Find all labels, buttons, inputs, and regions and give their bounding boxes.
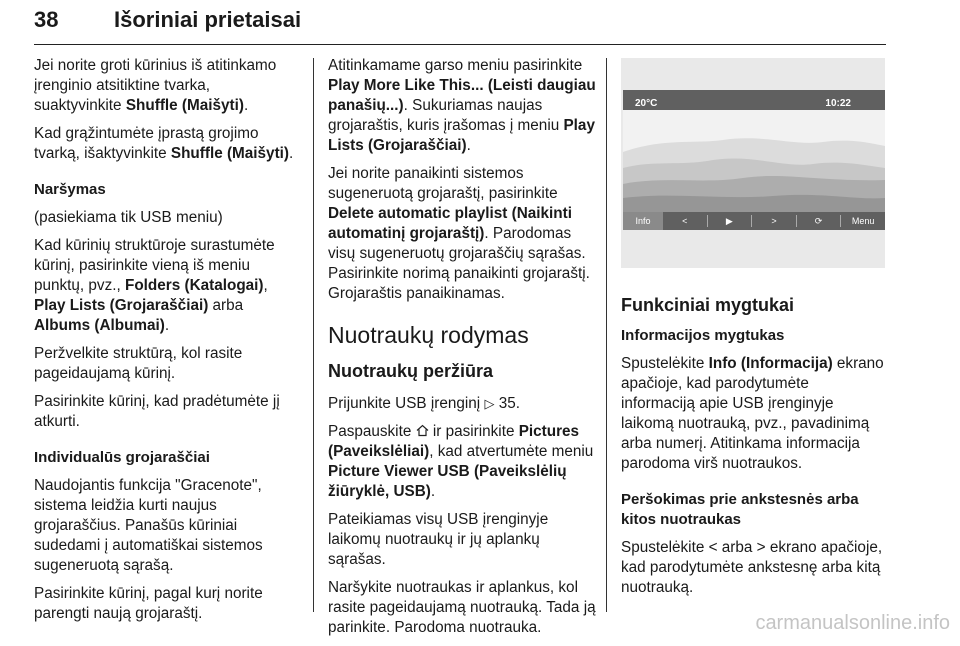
column-1 bbox=[34, 56, 300, 632]
text: Jei norite groti kūrinius iš atitinkamo įrenginio atsitiktine tvarka, suaktyvinkite bbox=[34, 57, 277, 114]
next-symbol: > bbox=[756, 539, 766, 556]
next-button[interactable]: > bbox=[771, 216, 777, 226]
play-button[interactable]: ▶ bbox=[725, 216, 733, 226]
clock-readout: 10:22 bbox=[825, 98, 851, 109]
info-button[interactable]: Info bbox=[623, 212, 663, 230]
section-heading-playlists: Individualūs grojaraščiai bbox=[34, 449, 210, 466]
status-bar bbox=[623, 90, 885, 110]
browse-paragraph bbox=[34, 236, 300, 336]
text: Atitinkamame garso meniu pasirinkite bbox=[328, 57, 583, 74]
text: . bbox=[243, 97, 249, 114]
text: Paspauskite bbox=[328, 423, 416, 440]
page-header bbox=[34, 4, 886, 45]
browse-structure-paragraph: Peržvelkite struktūrą, kol rasite pageidaujamą kūrinį. bbox=[34, 345, 243, 382]
photo-viewer-screen bbox=[623, 90, 885, 230]
text: . Parodomas visų sugeneruotų grojaraščių sąrašas. Pasirinkite norimą panaikinti grojaraštį. Grojaraštis panaikinamas. bbox=[328, 225, 590, 302]
menu-term: Picture Viewer USB (Paveikslėlių žiūryklė, USB) bbox=[328, 463, 567, 500]
column-2 bbox=[328, 56, 596, 646]
text: arba bbox=[208, 297, 244, 314]
column-3 bbox=[621, 58, 887, 606]
info-paragraph bbox=[621, 354, 887, 474]
text: . bbox=[164, 317, 170, 334]
photo-viewport bbox=[623, 110, 885, 212]
previous-button[interactable]: < bbox=[682, 216, 688, 226]
usb-only-note: (pasiekiama tik USB meniu) bbox=[34, 209, 223, 226]
menu-term: Shuffle (Maišyti) bbox=[125, 97, 244, 114]
home-icon bbox=[416, 424, 429, 437]
screen-illustration bbox=[621, 58, 885, 268]
shuffle-on-paragraph bbox=[34, 56, 300, 116]
gracenote-paragraph: Naudojantis funkcija "Gracenote", sistema leidžia kurti naujus grojaraščius. Panašūs kūriniai sudedami į automatiškai sistemos sugeneruotą sąrašą. bbox=[34, 477, 263, 574]
open-pictures-paragraph bbox=[328, 422, 596, 502]
text: ekrano apačioje, kad parodytumėte ankstesnę arba kitą nuotrauką. bbox=[621, 539, 883, 596]
page-number: 38 bbox=[34, 7, 59, 32]
column-divider bbox=[313, 58, 314, 612]
text: Prijunkite USB įrenginį bbox=[328, 395, 485, 412]
text: ekrano apačioje, kad parodytumėte informaciją apie USB įrenginyje laikomą nuotrauką, pvz., pavadinimą arba numerį. Atitinkama informacija parodoma virš nuotraukos. bbox=[621, 355, 884, 472]
new-playlist-paragraph: Pasirinkite kūrinį, pagal kurį norite parengti naują grojaraštį. bbox=[34, 585, 263, 622]
text: . Sukuriamas naujas grojaraštis, kuris įrašomas į meniu bbox=[328, 97, 564, 134]
section-heading-browsing: Naršymas bbox=[34, 181, 106, 198]
page-reference[interactable]: 35 bbox=[498, 395, 516, 412]
list-shown-paragraph: Pateikiamas visų USB įrenginyje laikomų nuotraukų ir jų aplankų sąrašas. bbox=[328, 511, 549, 568]
menu-term: Play Lists (Grojaraščiai) bbox=[34, 297, 209, 314]
text: . bbox=[515, 395, 520, 412]
text: , kad atvertumėte meniu bbox=[429, 443, 594, 460]
section-title-photos: Nuotraukų rodymas bbox=[328, 322, 529, 348]
watermark: carmanualsonline.info bbox=[755, 612, 950, 634]
menu-term: Shuffle (Maišyti) bbox=[170, 145, 290, 162]
menu-button[interactable]: Menu bbox=[851, 216, 875, 226]
screen-button-bar bbox=[623, 212, 885, 230]
text: . bbox=[430, 483, 436, 500]
subsection-title-function-buttons: Funkciniai mygtukai bbox=[621, 295, 795, 315]
text: . bbox=[466, 137, 471, 154]
rotate-button[interactable]: ⟳ bbox=[814, 216, 823, 226]
menu-term: Delete automatic playlist (Naikinti automatinį grojaraštį) bbox=[328, 205, 572, 242]
skip-paragraph bbox=[621, 538, 887, 598]
text: , bbox=[263, 277, 268, 294]
info-button-heading: Informacijos mygtukas bbox=[621, 327, 785, 344]
skip-heading: Peršokimas prie ankstesnės arba kitos nuotraukas bbox=[621, 491, 859, 528]
menu-term: Folders (Katalogai) bbox=[124, 277, 264, 294]
text: Spustelėkite bbox=[621, 355, 709, 372]
menu-term: Pictures (Paveikslėliai) bbox=[328, 423, 580, 460]
column-divider bbox=[606, 58, 607, 612]
text: Kad grąžintumėte įprastą grojimo tvarką, išaktyvinkite bbox=[34, 125, 259, 162]
previous-symbol: < bbox=[708, 539, 718, 556]
browse-photos-paragraph: Naršykite nuotraukas ir aplankus, kol rasite pageidaujamą nuotrauką. Tada ją parinkite. Parodoma nuotrauka. bbox=[328, 579, 596, 636]
text: . bbox=[289, 145, 294, 162]
text: ir pasirinkite bbox=[428, 423, 519, 440]
text: Kad kūrinių struktūroje surastumėte kūrinį, pasirinkite vieną iš meniu punktų, pvz., bbox=[34, 237, 275, 294]
delete-playlist-paragraph bbox=[328, 164, 596, 304]
play-more-paragraph bbox=[328, 56, 596, 156]
menu-term: Albums (Albumai) bbox=[34, 317, 165, 334]
text: arba bbox=[717, 539, 757, 556]
chapter-title: Išoriniai prietaisai bbox=[114, 7, 302, 32]
menu-term: Play Lists (Grojaraščiai) bbox=[328, 117, 595, 154]
shuffle-off-paragraph bbox=[34, 124, 300, 164]
select-track-paragraph: Pasirinkite kūrinį, kad pradėtumėte jį atkurti. bbox=[34, 393, 280, 430]
connect-usb-paragraph bbox=[328, 394, 596, 414]
temperature-readout: 20°C bbox=[635, 98, 658, 109]
text: Spustelėkite bbox=[621, 539, 709, 556]
menu-term: Play More Like This... (Leisti daugiau panašių...) bbox=[328, 77, 596, 114]
menu-term: Info (Informacija) bbox=[708, 355, 833, 372]
subsection-title-photo-view: Nuotraukų peržiūra bbox=[328, 361, 494, 381]
arrow-reference-icon: ▷ bbox=[484, 396, 495, 411]
text: Jei norite panaikinti sistemos sugeneruotą grojaraštį, pasirinkite bbox=[328, 165, 558, 202]
